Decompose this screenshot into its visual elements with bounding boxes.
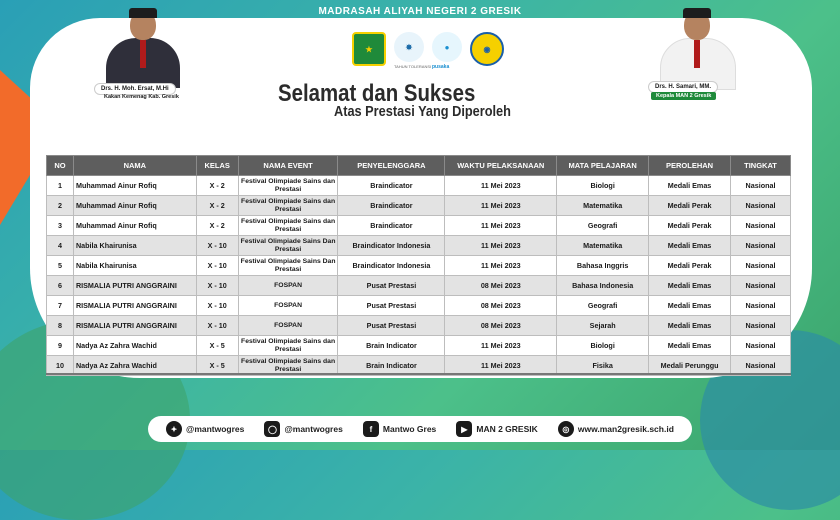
col-header: WAKTU PELAKSANAAN [445,156,557,176]
table-cell: Pusat Prestasi [338,276,445,296]
tie [694,40,700,68]
table-cell: X - 2 [196,176,238,196]
table-cell: 11 Mei 2023 [445,176,557,196]
table-cell: Nasional [731,316,791,336]
table-cell: Medali Emas [649,316,731,336]
youtube-handle: MAN 2 GRESIK [476,424,538,434]
table-cell: Nabila Khairunisa [73,236,196,256]
name-right: Drs. H. Samari, MM. [648,81,718,93]
table-cell: Nabila Khairunisa [73,256,196,276]
table-cell: Braindicator [338,216,445,236]
table-cell: Medali Perak [649,256,731,276]
table-cell: Festival Olimpiade Sains dan Prestasi [238,196,338,216]
col-header: PEROLEHAN [649,156,731,176]
social-facebook[interactable] [363,421,436,437]
table-cell: Medali Perunggu [649,356,731,376]
table-cell: 2 [47,196,74,216]
table-cell: Fisika [557,356,649,376]
table-cell: 11 Mei 2023 [445,356,557,376]
title-main: Selamat dan Sukses [278,80,476,107]
table-cell: Nasional [731,176,791,196]
table-cell: Braindicator [338,196,445,216]
col-header: KELAS [196,156,238,176]
social-youtube[interactable] [456,421,537,437]
table-cell: Nasional [731,216,791,236]
photo-kepala-madrasah [650,8,744,90]
logo-caption-toleransi: TAHUN TOLERANSI [394,64,432,69]
table-cell: X - 10 [196,236,238,256]
table-cell: Nasional [731,236,791,256]
col-header: NAMA [73,156,196,176]
photo-kakan-kemenag [96,8,190,90]
kemenag-logo: ★ [352,32,386,66]
table-cell: FOSPAN [238,296,338,316]
social-instagram[interactable] [264,421,342,437]
tie [140,40,146,68]
table-cell: 11 Mei 2023 [445,236,557,256]
table-row [47,176,791,196]
table-header-row [47,156,791,176]
table-cell: Matematika [557,196,649,216]
table-cell: Biologi [557,336,649,356]
peci-cap [129,8,157,18]
name-left: Drs. H. Moh. Ersat, M.Hi [94,83,176,95]
facebook-handle: Mantwo Gres [382,424,437,434]
table-cell: Sejarah [557,316,649,336]
table-cell: Muhammad Ainur Rofiq [73,176,196,196]
achievement-table [46,155,791,376]
table-cell: 6 [47,276,74,296]
tahun-toleransi-logo: ✸ [394,32,424,62]
table-cell: Festival Olimpiade Sains dan Prestasi [238,176,338,196]
instagram-handle: @mantwogres [284,424,343,434]
table-row [47,216,791,236]
table-cell: Pusat Prestasi [338,316,445,336]
table-cell: RISMALIA PUTRI ANGGRAINI [73,296,196,316]
table-cell: Brain Indicator [338,356,445,376]
table-cell: FOSPAN [238,316,338,336]
table-row [47,316,791,336]
table-row [47,336,791,356]
table-cell: Braindicator [338,176,445,196]
table-cell: X - 10 [196,316,238,336]
table-cell: X - 5 [196,336,238,356]
title-sub: Atas Prestasi Yang Diperoleh [334,103,511,120]
table-cell: 08 Mei 2023 [445,276,557,296]
role-left: Kakan Kemenag Kab. Gresik [104,94,179,100]
table-cell: 4 [47,236,74,256]
table-row [47,276,791,296]
col-header: PENYELENGGARA [338,156,445,176]
table-cell: 11 Mei 2023 [445,256,557,276]
logo-caption-pusaka: pusaka [432,64,450,70]
table-cell: Medali Perak [649,196,731,216]
table-cell: Medali Emas [649,336,731,356]
twitter-handle: @mantwogres [186,424,245,434]
pusaka-logo: ● [432,32,462,62]
col-header: NAMA EVENT [238,156,338,176]
table-cell: 5 [47,256,74,276]
table-cell: X - 2 [196,196,238,216]
table-cell: Brain Indicator [338,336,445,356]
table-row [47,296,791,316]
table-cell: X - 2 [196,216,238,236]
table-cell: Medali Emas [649,236,731,256]
table-cell: 11 Mei 2023 [445,196,557,216]
table-cell: RISMALIA PUTRI ANGGRAINI [73,276,196,296]
table-cell: Nasional [731,196,791,216]
table-cell: Medali Perak [649,216,731,236]
website-url: www.man2gresik.sch.id [577,424,674,434]
col-header: NO [47,156,74,176]
table-cell: Nadya Az Zahra Wachid [73,356,196,376]
table-cell: 3 [47,216,74,236]
social-website[interactable] [558,421,674,437]
youtube-icon: ▶ [456,421,472,437]
peci-cap [683,8,711,18]
table-cell: Matematika [557,236,649,256]
man2-gresik-logo: ◉ [470,32,504,66]
table-cell: X - 10 [196,296,238,316]
table-cell: Nasional [731,256,791,276]
table-cell: RISMALIA PUTRI ANGGRAINI [73,316,196,336]
table-cell: X - 10 [196,256,238,276]
instagram-icon: ◯ [264,421,280,437]
table-cell: 1 [47,176,74,196]
table-cell: 08 Mei 2023 [445,316,557,336]
table-cell: Nasional [731,336,791,356]
col-header: MATA PELAJARAN [557,156,649,176]
table-cell: Nasional [731,296,791,316]
table-cell: Biologi [557,176,649,196]
table-cell: 7 [47,296,74,316]
table-cell: Muhammad Ainur Rofiq [73,196,196,216]
table-cell: Festival Olimpiade Sains Dan Prestasi [238,256,338,276]
globe-icon: ◎ [558,421,574,437]
table-row [47,196,791,216]
table-cell: Festival Olimpiade Sains Dan Prestasi [238,236,338,256]
logo-row [352,32,504,66]
table-cell: Bahasa Indonesia [557,276,649,296]
table-cell: 10 [47,356,74,376]
table-cell: X - 10 [196,276,238,296]
table-cell: 9 [47,336,74,356]
role-right: Kepala MAN 2 Gresik [651,92,716,100]
twitter-icon: ✦ [166,421,182,437]
table-cell: 8 [47,316,74,336]
table-cell: Festival Olimpiade Sains dan Prestasi [238,216,338,236]
table-cell: Nasional [731,356,791,376]
table-bottom-rule [46,373,791,375]
table-cell: Muhammad Ainur Rofiq [73,216,196,236]
table-cell: Nasional [731,276,791,296]
table-row [47,236,791,256]
facebook-icon: f [363,421,379,437]
table-cell: Medali Emas [649,276,731,296]
table-cell: 11 Mei 2023 [445,216,557,236]
social-twitter[interactable] [166,421,244,437]
table-cell: Festival Olimpiade Sains dan Prestasi [238,336,338,356]
table-cell: Nadya Az Zahra Wachid [73,336,196,356]
table-cell: Medali Emas [649,176,731,196]
table-cell: Geografi [557,216,649,236]
school-address: JL. RAYA METATU NO 7 BENJENG GRESIK [353,18,487,25]
table-cell: Geografi [557,296,649,316]
table-cell: X - 5 [196,356,238,376]
table-row [47,256,791,276]
table-cell: Braindicator Indonesia [338,236,445,256]
table-cell: Pusat Prestasi [338,296,445,316]
table-cell: Medali Emas [649,296,731,316]
table-cell: Bahasa Inggris [557,256,649,276]
col-header: TINGKAT [731,156,791,176]
school-name: MADRASAH ALIYAH NEGERI 2 GRESIK [318,6,522,17]
social-bar [148,416,692,442]
table-cell: 08 Mei 2023 [445,296,557,316]
table-cell: 11 Mei 2023 [445,336,557,356]
table-cell: Festival Olimpiade Sains dan Prestasi [238,356,338,376]
table-cell: Braindicator Indonesia [338,256,445,276]
table-cell: FOSPAN [238,276,338,296]
